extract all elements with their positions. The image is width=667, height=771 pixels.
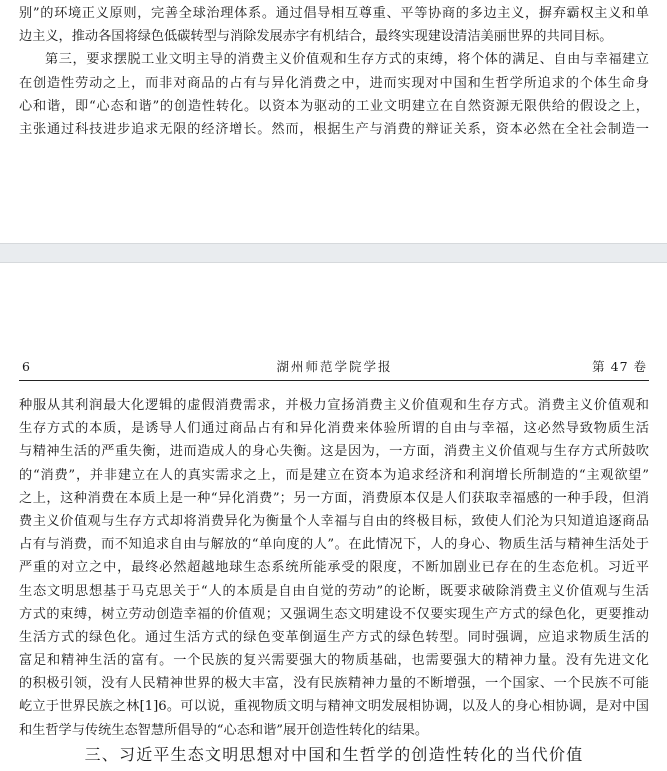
running-header [22,358,647,376]
text-line: 与精神生活的严重失衡，进而造成人的身心失衡。这是因为，一方面，消费主义价值观与生存方式所鼓吹 [19,444,649,460]
text-line: 方式的束缚，树立劳动创造幸福的价值观；又强调生态文明建设不仅要实现生产方式的绿色化，更要推动 [19,606,649,622]
text-line: 在创造性劳动之上，而非对商品的占有与异化消费之中，进而实现对中国和生哲学所追求的个体生命身 [19,75,649,91]
text-line: 主张通过科技进步追求无限的经济增长。然而，根据生产与消费的辩证关系，资本必然在全社会制造一 [19,121,649,137]
page-number: 6 [22,359,30,374]
text-line: 种服从其利润最大化逻辑的虚假消费需求，并极力宣扬消费主义价值观和生存方式。消费主义价值观和 [19,398,649,413]
page-separator [0,243,667,263]
paragraph-first-line: 第三，要求摆脱工业文明主导的消费主义价值观和生存方式的束缚，将个体的满足、自由与幸福建立 [45,52,649,68]
previous-page-text [19,2,649,141]
body-text [19,394,649,742]
volume-label: 第 47 卷 [592,359,647,374]
text-line: 和生哲学与传统生态智慧所倡导的“心态和谐”展开创造性转化的结果。 [19,722,429,738]
text-line: 生活方式的绿色化。通过生活方式的绿色变革倒逼生产方式的绿色转型。同时强调，应追求物质生活的 [19,629,649,645]
text-line: 之上，这种消费在本质上是一种“异化消费”；另一方面，消费原本仅是人们获取幸福感的一种手段，但消 [19,490,649,506]
text-line: 屹立于世界民族之林[1]6。可以说，重视物质文明与精神文明发展相协调，以及人的身心相协调，是对中国 [19,699,649,715]
text-line: 占有与消费，而不知追求自由与解放的“单向度的人”。在此情况下，人的身心、物质生活与精神生活处于 [19,537,649,553]
journal-title: 湖州师范学院学报 [276,359,393,374]
previous-page [0,0,667,243]
text-line: 费主义价值观与生存方式却将消费异化为衡量个人幸福与自由的终极目标，致使人们沦为只知道追逐商品 [19,513,649,529]
text-line: 边主义，推动各国将绿色低碳转型与消除发展赤字有机结合，最终实现建设清洁美丽世界的共同目标。 [19,29,613,45]
text-line: 生存方式的本质，是诱导人们通过商品占有和异化消费来体验所谓的自由与幸福，这必然导致物质生活 [19,421,649,437]
text-line: 严重的对立之中，最终必然超越地球生态系统所能承受的限度，不断加剧业已存在的生态危机。习近平 [19,560,649,576]
header-rule [19,380,649,381]
section-heading: 三、习近平生态文明思想对中国和生哲学的创造性转化的当代价值 [84,745,584,764]
text-line: 的“消费”，并非建立在人的真实需求之上，而是建立在资本为追求经济和利润增长所制造的“主观欲望” [19,467,649,483]
text-line: 别”的环境正义原则，完善全球治理体系。通过倡导相互尊重、平等协商的多边主义，摒弃霸权主义和单 [19,6,649,21]
text-line: 的积极引领，没有人民精神世界的极大丰富，没有民族精神力量的不断增强，一个国家、一个民族不可能 [19,676,649,692]
text-line: 心和谐，即“心态和谐”的创造性转化。以资本为驱动的工业文明建立在自然资源无限供给的假设之上， [19,98,649,114]
text-line: 生态文明思想基于马克思关于“人的本质是自由自觉的劳动”的论断，既要求破除消费主义价值观与生活 [19,583,649,599]
text-line: 富足和精神生活的富有。一个民族的复兴需要强大的物质基础，也需要强大的精神力量。没有先进文化 [19,653,649,669]
